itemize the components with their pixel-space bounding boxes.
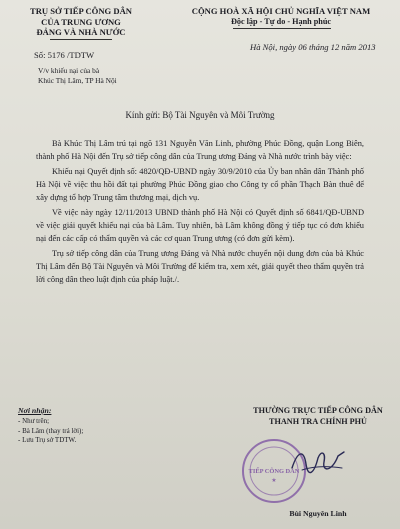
national-motto: Độc lập - Tự do - Hạnh phúc: [230, 16, 332, 26]
recipient-item: - Như trên;: [18, 417, 50, 425]
body-paragraph-3: Về việc này ngày 12/11/2013 UBND thành phố Hà Nội có Quyết định số 6841/QĐ-UBND về việc giải quyết khiếu nại của bà Lâm. Tuy nhiên, bà Lâm không đồng ý tiếp tục có đơn khiếu nại đến các cấp có thẩm quyền và các cơ quan Trung ương (có đơn gửi kèm).: [36, 208, 364, 243]
national-header: [166, 6, 396, 27]
document-number: Số: 5176 /TDTW: [34, 50, 95, 60]
recipient-line: Kính gửi: Bộ Tài Nguyên và Môi Trường: [125, 110, 275, 120]
authority-line-1: THƯỜNG TRỰC TIẾP CÔNG DÂN: [253, 406, 383, 415]
recipient-item: - Bà Lâm (thay trả lời);: [18, 426, 84, 435]
motto-underline: [233, 28, 331, 29]
document-body: [36, 137, 364, 288]
org-line-3: ĐẢNG VÀ NHÀ NƯỚC: [36, 27, 126, 37]
org-underline: [50, 39, 112, 40]
signer-name: Bùi Nguyên Linh: [289, 509, 347, 518]
document-subject: [38, 66, 117, 85]
body-paragraph-2: Khiếu nại Quyết định số: 4820/QĐ-UBND ngày 30/9/2010 của Ủy ban nhân dân Thành phố Hà Nội về việc thu hồi đất tại phường Phúc Đồng giao cho Công ty cổ phần Thạch Bàn thuê để xây dựng tổ hợp Trung tâm thương mại, dịch vụ.: [36, 167, 364, 202]
recipient-item: - Lưu Trụ sở TDTW.: [18, 436, 77, 444]
body-paragraph-4: Trụ sở tiếp công dân của Trung ương Đảng và Nhà nước chuyển nội dung đơn của bà Khúc Thị Lâm đến Bộ Tài Nguyên và Môi Trường để kiểm tra, xem xét, giải quyết theo thẩm quyền trả lời công dân theo luật định của pháp luật./.: [36, 249, 364, 284]
handwritten-signature-icon: [288, 444, 348, 478]
seal-text: TIẾP CÔNG DÂN: [248, 468, 300, 475]
signature-authority: [238, 405, 398, 427]
body-paragraph-1: Bà Khúc Thị Lâm trú tại ngõ 131 Nguyễn Văn Linh, phường Phúc Đồng, quận Long Biên, thành phố Hà Nội đến Trụ sở tiếp công dân của Trung ương Đảng và Nhà nước trình bày việc:: [36, 139, 364, 161]
nation-name: CỘNG HOÀ XÃ HỘI CHỦ NGHĨA VIỆT NAM: [191, 6, 371, 16]
recipients-list: [18, 417, 83, 446]
subject-line-1: V/v khiếu nại của bà: [38, 66, 100, 75]
org-line-2: CỦA TRUNG ƯƠNG: [41, 16, 121, 27]
document-date: Hà Nội, ngày 06 tháng 12 năm 2013: [250, 42, 376, 52]
seal-star-icon: ★: [271, 478, 277, 484]
org-line-1: TRỤ SỞ TIẾP CÔNG DÂN: [29, 6, 133, 16]
recipients-title: Nơi nhận:: [18, 406, 52, 415]
issuing-organization: [6, 6, 156, 38]
authority-line-2: THANH TRA CHÍNH PHỦ: [269, 417, 367, 426]
subject-line-2: Khúc Thị Lâm, TP Hà Nội: [38, 75, 117, 85]
